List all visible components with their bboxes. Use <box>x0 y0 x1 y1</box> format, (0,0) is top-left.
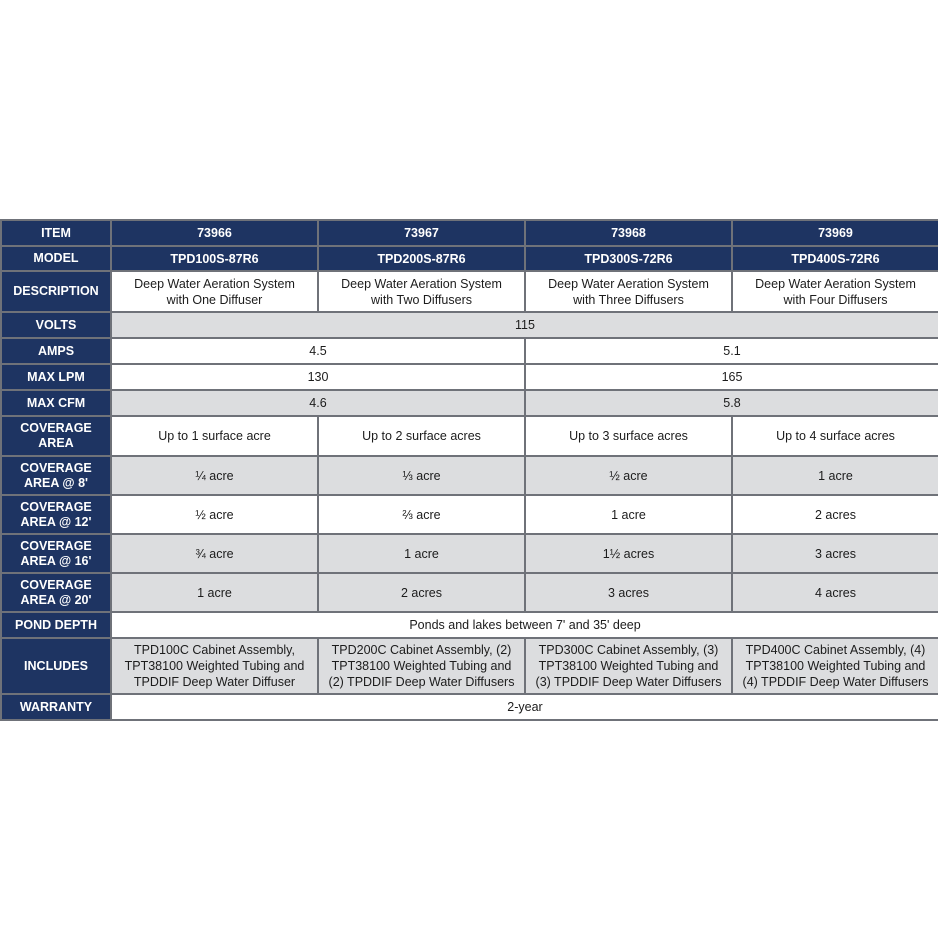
description-cell <box>525 271 732 312</box>
includes-row <box>1 638 938 694</box>
amps-row <box>1 338 938 364</box>
description-line: Deep Water Aeration System <box>134 276 295 291</box>
warranty-row <box>1 694 938 720</box>
coverage-8-cell: ½ acre <box>525 456 732 495</box>
item-cell: 73966 <box>111 220 318 246</box>
max-cfm-label: MAX CFM <box>1 390 111 416</box>
amps-label: AMPS <box>1 338 111 364</box>
includes-line: TPD200C Cabinet Assembly, (2) <box>331 643 512 657</box>
warranty-cell: 2-year <box>111 694 938 720</box>
coverage-8-cell: ¼ acre <box>111 456 318 495</box>
label-line: AREA @ 20' <box>20 592 92 607</box>
coverage-16-cell: ¾ acre <box>111 534 318 573</box>
description-line: with Four Diffusers <box>783 292 888 307</box>
item-cell: 73969 <box>732 220 938 246</box>
includes-line: TPT38100 Weighted Tubing and <box>745 659 926 673</box>
volts-label: VOLTS <box>1 312 111 338</box>
coverage-12-cell: ⅔ acre <box>318 495 525 534</box>
item-cell: 73967 <box>318 220 525 246</box>
coverage-16-cell: 1 acre <box>318 534 525 573</box>
coverage-area-label <box>1 416 111 456</box>
label-line: COVERAGE <box>20 499 92 514</box>
includes-cell <box>318 638 525 694</box>
model-row <box>1 246 938 271</box>
includes-cell <box>732 638 938 694</box>
includes-line: (2) TPDDIF Deep Water Diffusers <box>328 675 515 689</box>
max-cfm-cell: 5.8 <box>525 390 938 416</box>
coverage-8-label <box>1 456 111 495</box>
coverage-8-row <box>1 456 938 495</box>
model-label: MODEL <box>1 246 111 271</box>
includes-cell <box>525 638 732 694</box>
description-row <box>1 271 938 312</box>
max-lpm-label: MAX LPM <box>1 364 111 390</box>
warranty-label: WARRANTY <box>1 694 111 720</box>
model-cell: TPD300S-72R6 <box>525 246 732 271</box>
label-line: AREA @ 16' <box>20 553 92 568</box>
includes-line: TPD400C Cabinet Assembly, (4) <box>745 643 926 657</box>
amps-cell: 5.1 <box>525 338 938 364</box>
pond-depth-row <box>1 612 938 638</box>
coverage-area-row <box>1 416 938 456</box>
includes-line: TPT38100 Weighted Tubing and <box>331 659 512 673</box>
coverage-area-cell: Up to 1 surface acre <box>111 416 318 456</box>
includes-cell <box>111 638 318 694</box>
coverage-20-label <box>1 573 111 612</box>
label-line: COVERAGE <box>20 460 92 475</box>
includes-label: INCLUDES <box>1 638 111 694</box>
coverage-8-cell: ⅓ acre <box>318 456 525 495</box>
includes-line: TPDDIF Deep Water Diffuser <box>133 675 296 689</box>
includes-line: TPD100C Cabinet Assembly, <box>134 643 295 657</box>
coverage-area-cell: Up to 3 surface acres <box>525 416 732 456</box>
label-line: AREA @ 8' <box>23 475 88 490</box>
description-cell <box>732 271 938 312</box>
max-lpm-cell: 130 <box>111 364 525 390</box>
item-row <box>1 220 938 246</box>
label-line: AREA @ 12' <box>20 514 92 529</box>
max-cfm-row <box>1 390 938 416</box>
includes-line: (4) TPDDIF Deep Water Diffusers <box>742 675 929 689</box>
coverage-16-cell: 3 acres <box>732 534 938 573</box>
coverage-16-cell: 1½ acres <box>525 534 732 573</box>
includes-line: TPT38100 Weighted Tubing and <box>124 659 305 673</box>
pond-depth-label: POND DEPTH <box>1 612 111 638</box>
coverage-12-label <box>1 495 111 534</box>
coverage-8-cell: 1 acre <box>732 456 938 495</box>
description-line: with One Diffuser <box>166 292 263 307</box>
description-label: DESCRIPTION <box>1 271 111 312</box>
label-line: COVERAGE <box>20 421 92 435</box>
model-cell: TPD200S-87R6 <box>318 246 525 271</box>
description-line: Deep Water Aeration System <box>548 276 709 291</box>
volts-cell: 115 <box>111 312 938 338</box>
model-cell: TPD100S-87R6 <box>111 246 318 271</box>
max-lpm-cell: 165 <box>525 364 938 390</box>
max-cfm-cell: 4.6 <box>111 390 525 416</box>
item-cell: 73968 <box>525 220 732 246</box>
coverage-20-row <box>1 573 938 612</box>
coverage-20-cell: 1 acre <box>111 573 318 612</box>
coverage-12-cell: 2 acres <box>732 495 938 534</box>
coverage-area-cell: Up to 2 surface acres <box>318 416 525 456</box>
pond-depth-cell: Ponds and lakes between 7' and 35' deep <box>111 612 938 638</box>
volts-row <box>1 312 938 338</box>
coverage-area-cell: Up to 4 surface acres <box>732 416 938 456</box>
description-line: Deep Water Aeration System <box>755 276 916 291</box>
coverage-16-label <box>1 534 111 573</box>
includes-line: TPD300C Cabinet Assembly, (3) <box>538 643 719 657</box>
coverage-12-cell: 1 acre <box>525 495 732 534</box>
description-line: with Three Diffusers <box>573 292 684 307</box>
description-cell <box>318 271 525 312</box>
coverage-20-cell: 3 acres <box>525 573 732 612</box>
description-line: Deep Water Aeration System <box>341 276 502 291</box>
description-cell <box>111 271 318 312</box>
label-line: AREA <box>38 436 74 450</box>
includes-line: (3) TPDDIF Deep Water Diffusers <box>535 675 722 689</box>
coverage-12-row <box>1 495 938 534</box>
amps-cell: 4.5 <box>111 338 525 364</box>
max-lpm-row <box>1 364 938 390</box>
label-line: COVERAGE <box>20 577 92 592</box>
coverage-12-cell: ½ acre <box>111 495 318 534</box>
coverage-20-cell: 4 acres <box>732 573 938 612</box>
item-label: ITEM <box>1 220 111 246</box>
coverage-20-cell: 2 acres <box>318 573 525 612</box>
spec-table <box>0 219 938 721</box>
description-line: with Two Diffusers <box>371 292 472 307</box>
includes-line: TPT38100 Weighted Tubing and <box>538 659 719 673</box>
coverage-16-row <box>1 534 938 573</box>
model-cell: TPD400S-72R6 <box>732 246 938 271</box>
label-line: COVERAGE <box>20 538 92 553</box>
